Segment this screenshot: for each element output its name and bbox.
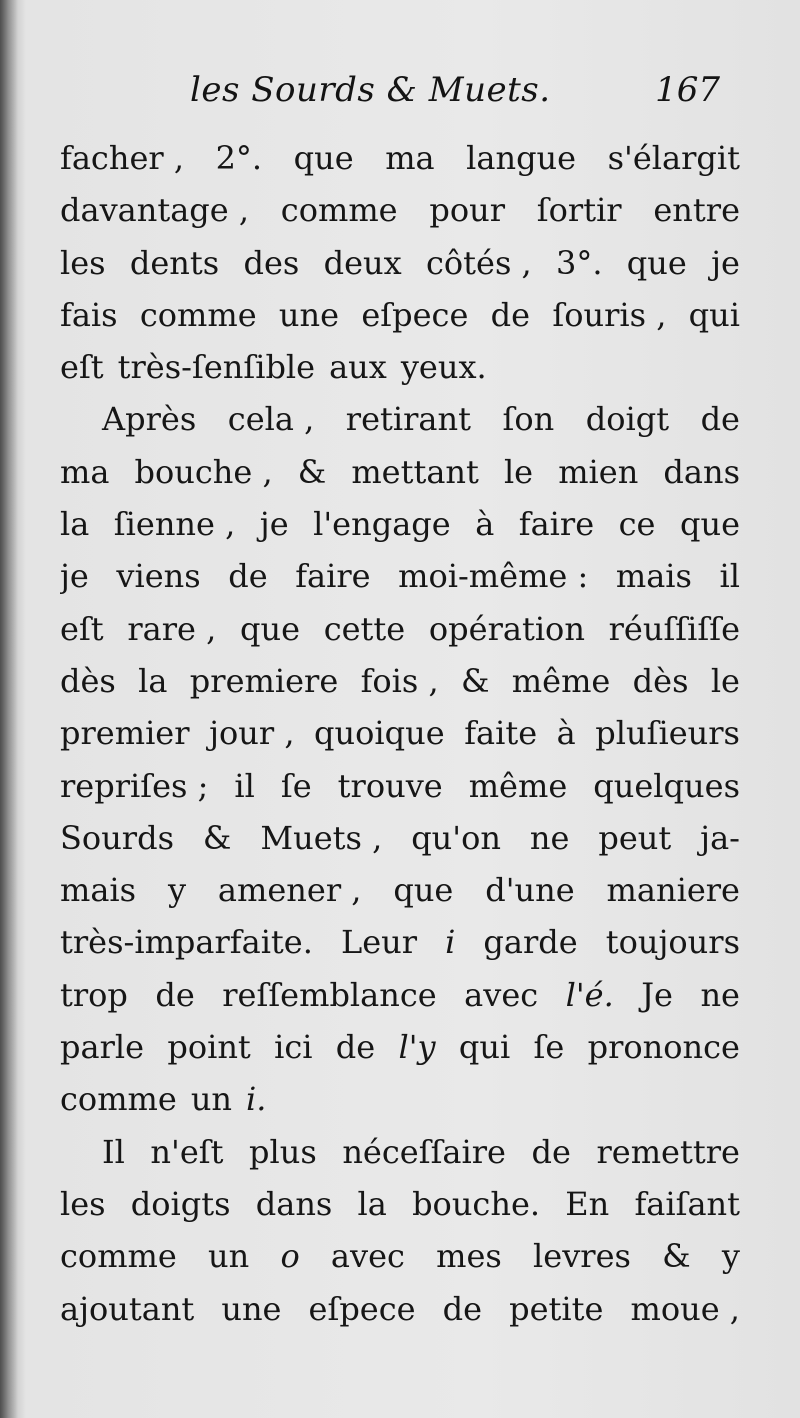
word: dès (60, 661, 116, 700)
word: ſouris , (552, 295, 667, 334)
text-line (60, 812, 740, 864)
word: n'eſt (150, 1132, 224, 1171)
word: yeux. (400, 348, 487, 387)
text-line (60, 341, 740, 393)
word: de (490, 295, 531, 334)
text-line (60, 1283, 740, 1335)
word: y (167, 871, 187, 910)
word: ſon (502, 400, 555, 439)
word: En (565, 1184, 610, 1223)
word: que (679, 505, 740, 544)
page-header (190, 70, 720, 120)
word: premier (60, 714, 190, 753)
word: cette (323, 609, 406, 648)
word: le (710, 661, 740, 700)
word: la (60, 505, 90, 544)
word: aux (329, 348, 387, 387)
word: Je (641, 975, 673, 1014)
word: quelques (593, 766, 740, 805)
text-line (60, 184, 740, 236)
text-line (60, 446, 740, 498)
word: réuſſiſſe (608, 609, 740, 648)
word: comme (139, 295, 257, 334)
word: il (719, 557, 740, 596)
word: un (208, 1237, 250, 1276)
running-title: les Sourds & Muets. (190, 70, 551, 110)
word: mien (558, 452, 639, 491)
word: plus (249, 1132, 317, 1171)
word: même (468, 766, 568, 805)
word: moue , (630, 1289, 740, 1328)
word: peut (598, 818, 672, 857)
word: je (60, 557, 89, 596)
word: mais (615, 557, 692, 596)
word: moi-même : (398, 557, 589, 596)
word: amener , (217, 871, 362, 910)
word: o (280, 1237, 300, 1276)
word: petite (509, 1289, 604, 1328)
word: & (202, 818, 232, 857)
spine-shadow (0, 0, 18, 1418)
word: dans (255, 1184, 333, 1223)
word: à (475, 505, 495, 544)
word: de (442, 1289, 483, 1328)
word: bouche , (134, 452, 273, 491)
word: viens (116, 557, 201, 596)
word: eſt (60, 348, 104, 387)
word: eſt (60, 609, 104, 648)
word: levres (533, 1237, 631, 1276)
word: ici (274, 1028, 313, 1067)
word: dans (663, 452, 740, 491)
text-line (60, 1126, 740, 1178)
word: Sourds (60, 818, 174, 857)
word: néceſſaire (342, 1132, 506, 1171)
word: i. (246, 1080, 267, 1119)
word: même (511, 661, 611, 700)
word: ſortir (536, 191, 622, 230)
word: il (234, 766, 255, 805)
word: langue (466, 139, 577, 177)
word: une (278, 295, 340, 334)
word: l'engage (313, 505, 451, 544)
word: trop (60, 975, 128, 1014)
word: les (60, 1184, 106, 1223)
word: bouche. (412, 1184, 541, 1223)
word: 3°. (555, 243, 603, 282)
word: quoique (314, 714, 445, 753)
word: que (626, 243, 687, 282)
text-line (60, 1178, 740, 1230)
word: doigts (130, 1184, 231, 1223)
text-line (60, 393, 740, 445)
word: la (357, 1184, 387, 1223)
word: qui (688, 295, 740, 334)
word: qu'on (411, 818, 501, 857)
word: ma (385, 139, 435, 177)
word: ſienne , (113, 505, 236, 544)
word: pluſieurs (595, 714, 740, 753)
word: & (460, 661, 490, 700)
word: l'é. (565, 975, 614, 1014)
word: remettre (596, 1132, 740, 1171)
word: prononce (587, 1028, 740, 1067)
word: ne (700, 975, 740, 1014)
word: retirant (345, 400, 471, 439)
word: ja- (700, 818, 740, 857)
word: côtés , (425, 243, 532, 282)
word: de (228, 557, 268, 596)
word: dents (129, 243, 220, 282)
word: Il (102, 1132, 125, 1171)
word: eſpece (308, 1289, 416, 1328)
word: l'y (398, 1028, 436, 1067)
word: que (239, 609, 300, 648)
word: faire (295, 557, 371, 596)
text-line (60, 289, 740, 341)
word: point (167, 1028, 251, 1067)
word: je (259, 505, 289, 544)
word: parle (60, 1028, 145, 1067)
word: ce (618, 505, 656, 544)
word: que (293, 139, 354, 177)
word: s'élargit (607, 139, 740, 177)
word: le (503, 452, 534, 491)
word: pour (429, 191, 506, 230)
text-line (60, 132, 740, 184)
word: de (155, 975, 195, 1014)
word: ajoutant (60, 1289, 195, 1328)
word: faiſant (634, 1184, 740, 1223)
word: garde (483, 923, 578, 962)
word: opération (428, 609, 585, 648)
word: comme (280, 191, 398, 230)
text-line (60, 969, 740, 1021)
word: qui (458, 1028, 511, 1067)
word: reſſemblance (222, 975, 437, 1014)
word: ma (60, 452, 110, 491)
word: trouve (337, 766, 443, 805)
word: faire (518, 505, 595, 544)
word: & (297, 452, 327, 491)
page-number: 167 (655, 70, 720, 110)
word: davantage , (60, 191, 250, 230)
text-line (60, 237, 740, 289)
word: ſe (533, 1028, 565, 1067)
word: de (531, 1132, 571, 1171)
text-line (60, 550, 740, 602)
body-text (60, 132, 740, 1335)
text-line (60, 916, 740, 968)
word: eſpece (361, 295, 469, 334)
word: très-imparfaite. (60, 923, 313, 962)
word: entre (653, 191, 740, 230)
word: de (700, 400, 740, 439)
word: un (190, 1080, 233, 1119)
word: les (60, 243, 106, 282)
word: fois , (360, 661, 439, 700)
word: mettant (351, 452, 479, 491)
word: une (221, 1289, 282, 1328)
word: des (243, 243, 300, 282)
word: toujours (605, 923, 740, 962)
text-line (60, 603, 740, 655)
word: à (556, 714, 576, 753)
word: & (662, 1237, 691, 1276)
word: repriſes ; (60, 766, 209, 805)
word: deux (323, 243, 402, 282)
word: y (721, 1237, 740, 1276)
word: jour , (209, 714, 295, 753)
text-line (60, 707, 740, 759)
word: dès (632, 661, 689, 700)
word: fais (60, 295, 118, 334)
word: premiere (189, 661, 339, 700)
word: avec (330, 1237, 405, 1276)
word: faite (464, 714, 538, 753)
word: la (138, 661, 168, 700)
word: maniere (606, 871, 740, 910)
word: cela , (227, 400, 315, 439)
text-line (60, 1021, 740, 1073)
text-line (60, 498, 740, 550)
text-line (60, 655, 740, 707)
word: je (711, 243, 740, 282)
word: comme (60, 1080, 177, 1119)
text-line (60, 864, 740, 916)
text-line (60, 760, 740, 812)
word: mais (60, 871, 137, 910)
word: très-ſenſible (117, 348, 316, 387)
word: que (393, 871, 454, 910)
word: 2°. (215, 139, 263, 177)
text-line (60, 1073, 740, 1125)
word: avec (464, 975, 539, 1014)
text-line (60, 1230, 740, 1282)
word: Leur (340, 923, 418, 962)
word: d'une (485, 871, 575, 910)
word: comme (60, 1237, 177, 1276)
word: i (445, 923, 456, 962)
word: rare , (127, 609, 217, 648)
word: ſe (280, 766, 312, 805)
word: ne (529, 818, 570, 857)
word: doigt (585, 400, 670, 439)
word: Muets , (260, 818, 383, 857)
word: facher , (60, 139, 185, 177)
word: Après (102, 400, 197, 439)
word: mes (436, 1237, 502, 1276)
word: de (335, 1028, 376, 1067)
